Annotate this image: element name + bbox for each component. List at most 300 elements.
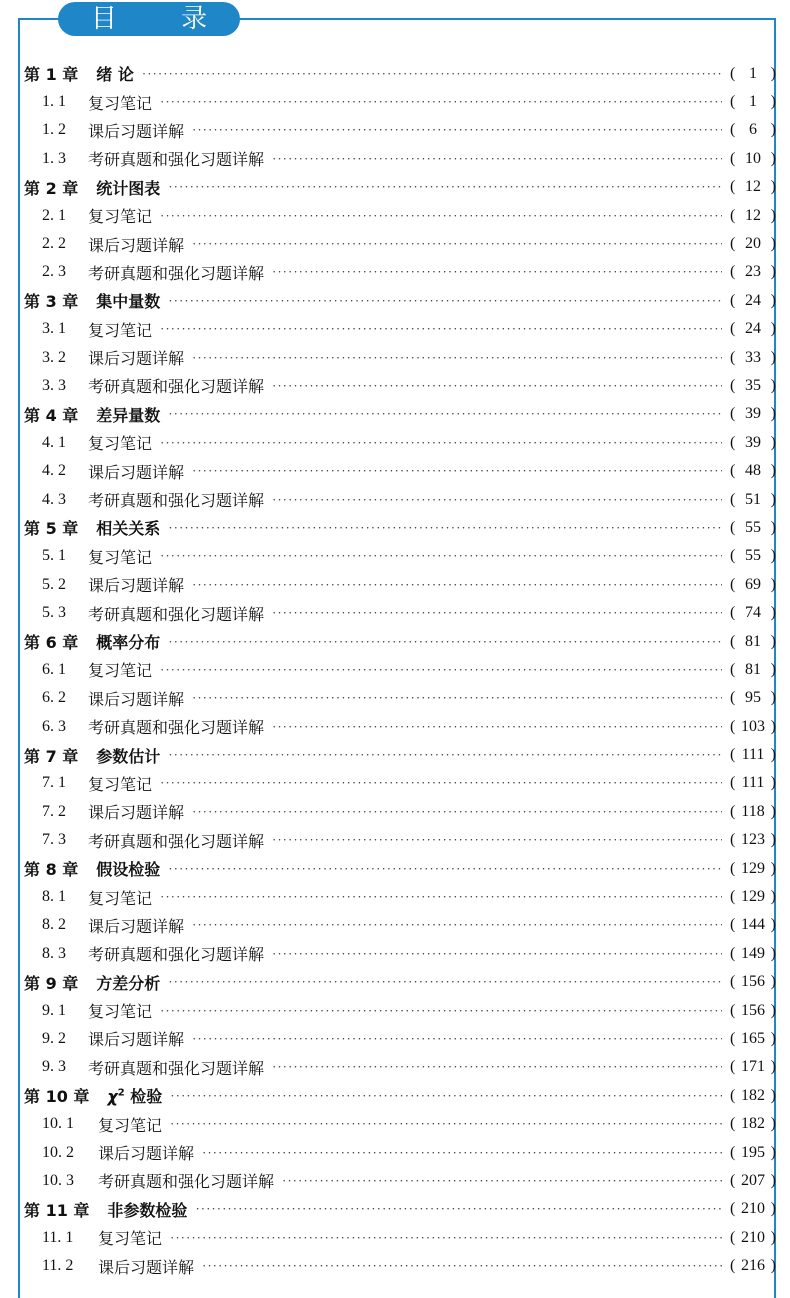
close-paren: ) bbox=[770, 320, 776, 338]
page-number bbox=[730, 860, 776, 878]
dot-leader bbox=[272, 605, 722, 621]
close-paren: ) bbox=[770, 1058, 776, 1076]
open-paren: ( bbox=[730, 1257, 736, 1275]
toc-section-entry[interactable] bbox=[24, 911, 776, 939]
section-number: 9. 1 bbox=[42, 1001, 66, 1019]
page-number bbox=[730, 1002, 776, 1020]
open-paren: ( bbox=[730, 1228, 736, 1246]
open-paren: ( bbox=[730, 1058, 736, 1076]
section-number: 4. 2 bbox=[42, 462, 66, 480]
dot-leader bbox=[160, 662, 722, 678]
toc-section-entry[interactable] bbox=[24, 542, 776, 570]
page-number bbox=[730, 235, 776, 253]
toc-section-entry[interactable] bbox=[24, 1224, 776, 1252]
page-number bbox=[730, 916, 776, 934]
page-value: 1 bbox=[749, 93, 757, 111]
section-number: 1. 1 bbox=[42, 93, 66, 111]
dot-leader bbox=[272, 264, 722, 280]
section-title: 课后习题详解 bbox=[88, 121, 185, 141]
page-value: 74 bbox=[745, 604, 761, 622]
chi-square-symbol bbox=[107, 1087, 124, 1106]
section-title: 课后习题详解 bbox=[88, 235, 185, 255]
chapter-number: 第 11 章 bbox=[24, 1200, 90, 1220]
dot-leader bbox=[168, 747, 722, 763]
close-paren: ) bbox=[770, 1086, 776, 1104]
toc-section-entry[interactable] bbox=[24, 1053, 776, 1081]
page-value: 95 bbox=[745, 689, 761, 707]
page-value: 12 bbox=[745, 206, 761, 224]
toc-chapter-entry[interactable] bbox=[24, 854, 776, 882]
open-paren: ( bbox=[730, 518, 736, 536]
toc-chapter-entry[interactable] bbox=[24, 400, 776, 428]
close-paren: ) bbox=[770, 490, 776, 508]
open-paren: ( bbox=[730, 1200, 736, 1218]
chapter-title: 非参数检验 bbox=[107, 1200, 188, 1220]
chapter-number: 第 8 章 bbox=[24, 860, 79, 880]
open-paren: ( bbox=[730, 206, 736, 224]
close-paren: ) bbox=[770, 235, 776, 253]
toc-section-entry[interactable] bbox=[24, 429, 776, 457]
dot-leader bbox=[160, 548, 722, 564]
toc-section-entry[interactable] bbox=[24, 599, 776, 627]
open-paren: ( bbox=[730, 717, 736, 735]
dot-leader bbox=[142, 66, 722, 82]
dot-leader bbox=[192, 577, 722, 593]
table-of-contents bbox=[24, 60, 776, 1281]
chapter-number: 第 10 章 bbox=[24, 1087, 90, 1107]
toc-chapter-entry[interactable] bbox=[24, 60, 776, 88]
close-paren: ) bbox=[770, 291, 776, 309]
open-paren: ( bbox=[730, 575, 736, 593]
section-number: 6. 2 bbox=[42, 689, 66, 707]
toc-section-entry[interactable] bbox=[24, 457, 776, 485]
page-number bbox=[730, 774, 776, 792]
open-paren: ( bbox=[730, 291, 736, 309]
page-value: 216 bbox=[741, 1257, 765, 1275]
page-value: 10 bbox=[745, 149, 761, 167]
page-value: 195 bbox=[741, 1143, 765, 1161]
dot-leader bbox=[192, 236, 722, 252]
toc-section-entry[interactable] bbox=[24, 1138, 776, 1166]
toc-section-entry[interactable] bbox=[24, 826, 776, 854]
page-number bbox=[730, 1144, 776, 1162]
section-title: 复习笔记 bbox=[88, 93, 153, 113]
close-paren: ) bbox=[770, 1257, 776, 1275]
close-paren: ) bbox=[770, 1171, 776, 1189]
chapter-title: 概率分布 bbox=[96, 633, 161, 652]
toc-chapter-entry[interactable] bbox=[24, 1195, 776, 1223]
close-paren: ) bbox=[770, 1029, 776, 1047]
toc-section-entry[interactable] bbox=[24, 116, 776, 144]
section-title: 课后习题详解 bbox=[88, 916, 185, 936]
toc-chapter-entry[interactable] bbox=[24, 741, 776, 769]
section-title: 课后习题详解 bbox=[88, 689, 185, 709]
page-number bbox=[730, 576, 776, 594]
page-number bbox=[730, 178, 776, 196]
dot-leader bbox=[168, 293, 722, 309]
section-number: 8. 1 bbox=[42, 888, 66, 906]
section-number: 2. 1 bbox=[42, 206, 66, 224]
page-value: 123 bbox=[741, 831, 765, 849]
toc-chapter-entry[interactable] bbox=[24, 514, 776, 542]
page-value: 165 bbox=[741, 1029, 765, 1047]
dot-leader bbox=[192, 350, 722, 366]
toc-section-entry[interactable] bbox=[24, 1110, 776, 1138]
section-title: 考研真题和强化习题详解 bbox=[88, 1058, 265, 1078]
dot-leader bbox=[160, 775, 722, 791]
close-paren: ) bbox=[770, 93, 776, 111]
chi-symbol: χ bbox=[107, 1087, 118, 1107]
page-number bbox=[730, 405, 776, 423]
page-value: 149 bbox=[741, 944, 765, 962]
page-number bbox=[730, 1257, 776, 1275]
section-number: 4. 3 bbox=[42, 490, 66, 508]
page-value: 69 bbox=[745, 575, 761, 593]
open-paren: ( bbox=[730, 462, 736, 480]
toc-section-entry[interactable] bbox=[24, 940, 776, 968]
section-number: 5. 2 bbox=[42, 575, 66, 593]
page-number bbox=[730, 292, 776, 310]
section-number: 3. 1 bbox=[42, 320, 66, 338]
dot-leader bbox=[160, 889, 722, 905]
dot-leader bbox=[168, 520, 722, 536]
section-number: 6. 1 bbox=[42, 660, 66, 678]
chapter-title: 假设检验 bbox=[96, 860, 161, 880]
toc-section-entry[interactable] bbox=[24, 315, 776, 343]
open-paren: ( bbox=[730, 235, 736, 253]
close-paren: ) bbox=[770, 121, 776, 139]
page-value: 81 bbox=[745, 632, 761, 650]
section-number: 8. 2 bbox=[42, 916, 66, 934]
section-title: 课后习题详解 bbox=[98, 1257, 195, 1277]
page-value: 51 bbox=[745, 490, 761, 508]
chapter-title: 参数估计 bbox=[96, 746, 161, 766]
toc-section-entry[interactable] bbox=[24, 258, 776, 286]
dot-leader bbox=[272, 719, 722, 735]
close-paren: ) bbox=[770, 433, 776, 451]
close-paren: ) bbox=[770, 1115, 776, 1133]
page-number bbox=[730, 1229, 776, 1247]
open-paren: ( bbox=[730, 490, 736, 508]
section-title: 课后习题详解 bbox=[88, 576, 185, 596]
section-title: 复习笔记 bbox=[88, 320, 153, 340]
section-title: 复习笔记 bbox=[88, 207, 153, 227]
section-number: 6. 3 bbox=[42, 717, 66, 735]
dot-leader bbox=[192, 804, 722, 820]
page-value: 210 bbox=[741, 1200, 765, 1218]
page-number bbox=[730, 434, 776, 452]
toc-section-entry[interactable] bbox=[24, 769, 776, 797]
chapter-title-text: 检验 bbox=[124, 1087, 163, 1107]
page-number bbox=[730, 803, 776, 821]
superscript: 2 bbox=[117, 1087, 125, 1099]
chapter-title: 相关关系 bbox=[96, 519, 161, 539]
section-number: 1. 3 bbox=[42, 149, 66, 167]
chapter-title: 方差分析 bbox=[96, 973, 161, 993]
section-title: 课后习题详解 bbox=[88, 349, 185, 369]
title-banner bbox=[58, 2, 240, 36]
section-title: 课后习题详解 bbox=[88, 1030, 185, 1050]
open-paren: ( bbox=[730, 604, 736, 622]
close-paren: ) bbox=[770, 774, 776, 792]
toc-section-entry[interactable] bbox=[24, 996, 776, 1024]
page-number bbox=[730, 491, 776, 509]
close-paren: ) bbox=[770, 973, 776, 991]
close-paren: ) bbox=[770, 405, 776, 423]
dot-leader bbox=[272, 946, 722, 962]
page-value: 24 bbox=[745, 320, 761, 338]
page-value: 23 bbox=[745, 263, 761, 281]
open-paren: ( bbox=[730, 746, 736, 764]
page-value: 111 bbox=[741, 746, 765, 764]
close-paren: ) bbox=[770, 149, 776, 167]
page-number bbox=[730, 718, 776, 736]
page-value: 207 bbox=[741, 1171, 765, 1189]
open-paren: ( bbox=[730, 831, 736, 849]
dot-leader bbox=[160, 435, 722, 451]
page-number bbox=[730, 65, 776, 83]
close-paren: ) bbox=[770, 746, 776, 764]
page-number bbox=[730, 973, 776, 991]
page-number bbox=[730, 121, 776, 139]
close-paren: ) bbox=[770, 547, 776, 565]
toc-section-entry[interactable] bbox=[24, 372, 776, 400]
toc-chapter-entry[interactable] bbox=[24, 287, 776, 315]
chapter-number: 第 4 章 bbox=[24, 405, 79, 425]
chapter-number: 第 2 章 bbox=[24, 178, 79, 198]
page-value: 144 bbox=[741, 916, 765, 934]
page-value: 171 bbox=[741, 1058, 765, 1076]
chapter-number: 第 3 章 bbox=[24, 292, 79, 312]
section-number: 9. 3 bbox=[42, 1058, 66, 1076]
page-value: 39 bbox=[745, 433, 761, 451]
close-paren: ) bbox=[770, 660, 776, 678]
page-value: 129 bbox=[741, 888, 765, 906]
toc-section-entry[interactable] bbox=[24, 1252, 776, 1280]
dot-leader bbox=[168, 179, 722, 195]
close-paren: ) bbox=[770, 575, 776, 593]
open-paren: ( bbox=[730, 1086, 736, 1104]
close-paren: ) bbox=[770, 916, 776, 934]
page-value: 103 bbox=[741, 717, 765, 735]
section-title: 课后习题详解 bbox=[88, 803, 185, 823]
page-number bbox=[730, 462, 776, 480]
chapter-title: 差异量数 bbox=[96, 405, 161, 425]
section-number: 5. 1 bbox=[42, 547, 66, 565]
page-number bbox=[730, 1087, 776, 1105]
page-value: 182 bbox=[741, 1115, 765, 1133]
open-paren: ( bbox=[730, 1115, 736, 1133]
page-number bbox=[730, 831, 776, 849]
page-value: 118 bbox=[741, 802, 765, 820]
close-paren: ) bbox=[770, 348, 776, 366]
section-number: 7. 2 bbox=[42, 802, 66, 820]
section-title: 复习笔记 bbox=[88, 774, 153, 794]
page-value: 1 bbox=[749, 64, 757, 82]
chapter-number: 第 5 章 bbox=[24, 519, 79, 539]
dot-leader bbox=[272, 378, 722, 394]
dot-leader bbox=[272, 492, 722, 508]
open-paren: ( bbox=[730, 774, 736, 792]
toc-chapter-entry[interactable] bbox=[24, 1082, 776, 1110]
dot-leader bbox=[195, 1201, 722, 1217]
section-number: 5. 3 bbox=[42, 604, 66, 622]
page-value: 182 bbox=[741, 1086, 765, 1104]
page-number bbox=[730, 1030, 776, 1048]
toc-section-entry[interactable] bbox=[24, 485, 776, 513]
toc-section-entry[interactable] bbox=[24, 1167, 776, 1195]
close-paren: ) bbox=[770, 518, 776, 536]
page-number bbox=[730, 93, 776, 111]
dot-leader bbox=[160, 1003, 722, 1019]
section-number: 11. 2 bbox=[42, 1257, 74, 1275]
open-paren: ( bbox=[730, 973, 736, 991]
close-paren: ) bbox=[770, 64, 776, 82]
page-number bbox=[730, 1200, 776, 1218]
toc-chapter-entry[interactable] bbox=[24, 968, 776, 996]
page-number bbox=[730, 1172, 776, 1190]
section-title: 考研真题和强化习题详解 bbox=[88, 150, 265, 170]
page-value: 20 bbox=[745, 235, 761, 253]
page-value: 55 bbox=[745, 518, 761, 536]
dot-leader bbox=[170, 1230, 722, 1246]
page-value: 35 bbox=[745, 376, 761, 394]
open-paren: ( bbox=[730, 178, 736, 196]
toc-section-entry[interactable] bbox=[24, 571, 776, 599]
toc-section-entry[interactable] bbox=[24, 798, 776, 826]
open-paren: ( bbox=[730, 859, 736, 877]
section-number: 10. 2 bbox=[42, 1143, 74, 1161]
toc-section-entry[interactable] bbox=[24, 684, 776, 712]
open-paren: ( bbox=[730, 348, 736, 366]
dot-leader bbox=[160, 94, 722, 110]
toc-section-entry[interactable] bbox=[24, 343, 776, 371]
page-number bbox=[730, 888, 776, 906]
section-title: 考研真题和强化习题详解 bbox=[88, 945, 265, 965]
page-number bbox=[730, 377, 776, 395]
open-paren: ( bbox=[730, 1001, 736, 1019]
section-title: 考研真题和强化习题详解 bbox=[88, 604, 265, 624]
close-paren: ) bbox=[770, 1143, 776, 1161]
close-paren: ) bbox=[770, 859, 776, 877]
open-paren: ( bbox=[730, 916, 736, 934]
section-number: 7. 3 bbox=[42, 831, 66, 849]
open-paren: ( bbox=[730, 263, 736, 281]
dot-leader bbox=[192, 690, 722, 706]
section-number: 3. 3 bbox=[42, 376, 66, 394]
section-title: 考研真题和强化习题详解 bbox=[88, 491, 265, 511]
dot-leader bbox=[170, 1116, 722, 1132]
chapter-title: 绪 论 bbox=[96, 65, 134, 85]
section-title: 复习笔记 bbox=[88, 434, 153, 454]
section-title: 复习笔记 bbox=[88, 661, 153, 681]
open-paren: ( bbox=[730, 149, 736, 167]
page-value: 6 bbox=[749, 121, 757, 139]
open-paren: ( bbox=[730, 1143, 736, 1161]
close-paren: ) bbox=[770, 831, 776, 849]
close-paren: ) bbox=[770, 944, 776, 962]
page-title: 目 录 bbox=[90, 4, 236, 34]
section-number: 8. 3 bbox=[42, 944, 66, 962]
section-number: 2. 3 bbox=[42, 263, 66, 281]
close-paren: ) bbox=[770, 888, 776, 906]
toc-chapter-entry[interactable] bbox=[24, 627, 776, 655]
section-title: 复习笔记 bbox=[98, 1115, 163, 1135]
section-number: 7. 1 bbox=[42, 774, 66, 792]
toc-section-entry[interactable] bbox=[24, 201, 776, 229]
page-value: 33 bbox=[745, 348, 761, 366]
dot-leader bbox=[282, 1173, 722, 1189]
page-number bbox=[730, 207, 776, 225]
dot-leader bbox=[272, 1059, 722, 1075]
dot-leader bbox=[272, 832, 722, 848]
dot-leader bbox=[168, 634, 722, 650]
page-number bbox=[730, 349, 776, 367]
dot-leader bbox=[170, 1088, 722, 1104]
section-title: 考研真题和强化习题详解 bbox=[88, 831, 265, 851]
chapter-number: 第 9 章 bbox=[24, 973, 79, 993]
open-paren: ( bbox=[730, 93, 736, 111]
dot-leader bbox=[160, 321, 722, 337]
section-number: 10. 1 bbox=[42, 1115, 74, 1133]
toc-section-entry[interactable] bbox=[24, 883, 776, 911]
open-paren: ( bbox=[730, 1171, 736, 1189]
dot-leader bbox=[202, 1145, 722, 1161]
section-number: 9. 2 bbox=[42, 1029, 66, 1047]
page-number bbox=[730, 604, 776, 622]
page-value: 129 bbox=[741, 859, 765, 877]
section-title: 课后习题详解 bbox=[88, 462, 185, 482]
page-value: 156 bbox=[741, 973, 765, 991]
close-paren: ) bbox=[770, 689, 776, 707]
open-paren: ( bbox=[730, 888, 736, 906]
page-number bbox=[730, 661, 776, 679]
page-value: 156 bbox=[741, 1001, 765, 1019]
section-number: 10. 3 bbox=[42, 1171, 74, 1189]
toc-chapter-entry[interactable] bbox=[24, 173, 776, 201]
toc-section-entry[interactable] bbox=[24, 1025, 776, 1053]
close-paren: ) bbox=[770, 717, 776, 735]
open-paren: ( bbox=[730, 660, 736, 678]
open-paren: ( bbox=[730, 547, 736, 565]
section-title: 考研真题和强化习题详解 bbox=[98, 1172, 275, 1192]
section-number: 2. 2 bbox=[42, 235, 66, 253]
open-paren: ( bbox=[730, 1029, 736, 1047]
open-paren: ( bbox=[730, 802, 736, 820]
toc-section-entry[interactable] bbox=[24, 88, 776, 116]
chapter-number: 第 6 章 bbox=[24, 633, 79, 652]
close-paren: ) bbox=[770, 1001, 776, 1019]
chapter-title: 集中量数 bbox=[96, 292, 161, 312]
toc-section-entry[interactable] bbox=[24, 145, 776, 173]
page-value: 48 bbox=[745, 462, 761, 480]
open-paren: ( bbox=[730, 433, 736, 451]
dot-leader bbox=[168, 861, 722, 877]
section-number: 1. 2 bbox=[42, 121, 66, 139]
section-title: 课后习题详解 bbox=[98, 1144, 195, 1164]
open-paren: ( bbox=[730, 376, 736, 394]
toc-section-entry[interactable] bbox=[24, 230, 776, 258]
toc-section-entry[interactable] bbox=[24, 656, 776, 684]
close-paren: ) bbox=[770, 1200, 776, 1218]
section-title: 复习笔记 bbox=[88, 547, 153, 567]
page-value: 210 bbox=[741, 1228, 765, 1246]
section-number: 3. 2 bbox=[42, 348, 66, 366]
section-number: 11. 1 bbox=[42, 1228, 74, 1246]
section-title: 复习笔记 bbox=[88, 888, 153, 908]
toc-section-entry[interactable] bbox=[24, 712, 776, 740]
page-value: 81 bbox=[745, 660, 761, 678]
